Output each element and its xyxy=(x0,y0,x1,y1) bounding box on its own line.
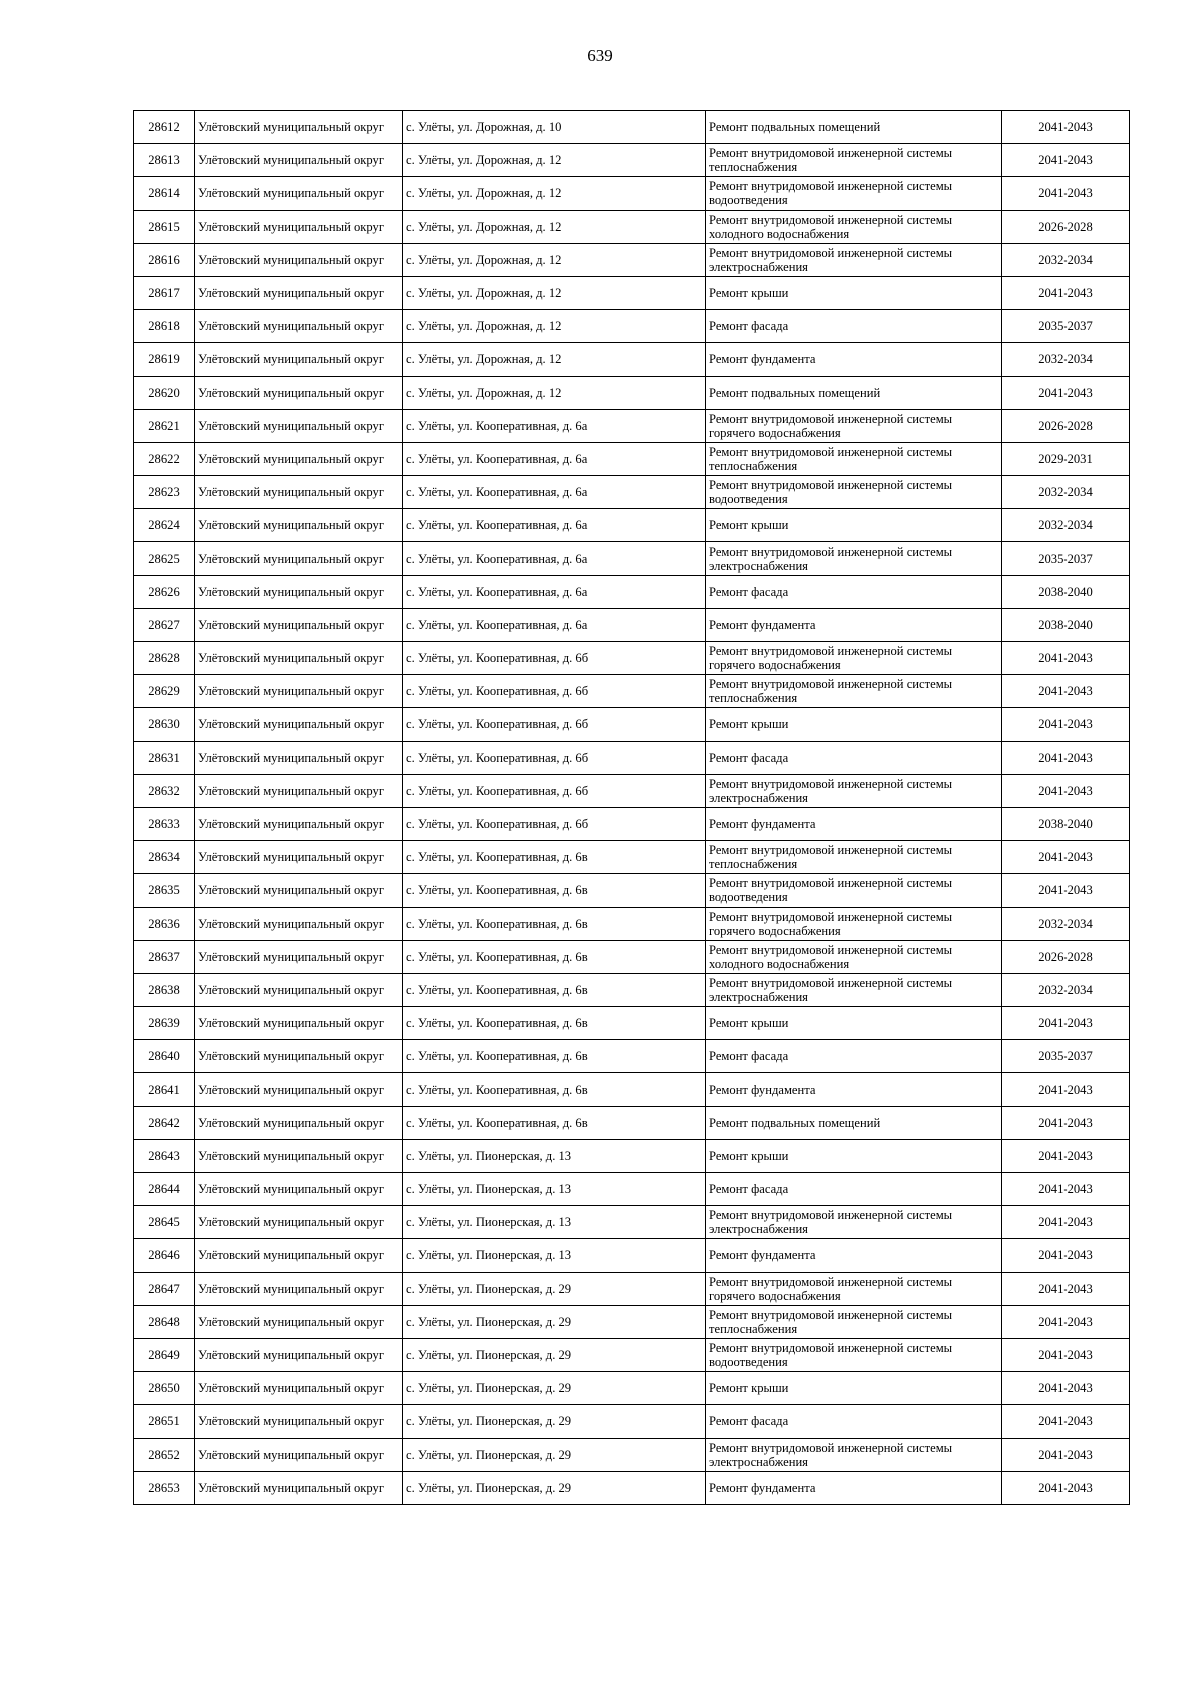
row-number-cell: 28633 xyxy=(134,807,195,840)
period-cell: 2032-2034 xyxy=(1002,509,1130,542)
municipality-cell: Улётовский муниципальный округ xyxy=(195,177,403,210)
row-number-cell: 28618 xyxy=(134,310,195,343)
municipality-cell: Улётовский муниципальный округ xyxy=(195,907,403,940)
municipality-cell: Улётовский муниципальный округ xyxy=(195,310,403,343)
address-cell: с. Улёты, ул. Кооперативная, д. 6в xyxy=(403,1007,706,1040)
municipality-cell: Улётовский муниципальный округ xyxy=(195,1239,403,1272)
row-number-cell: 28649 xyxy=(134,1338,195,1371)
work-type-cell: Ремонт внутридомовой инженерной системы горячего водоснабжения xyxy=(706,1272,1002,1305)
table-row xyxy=(134,608,1130,641)
row-number-cell: 28628 xyxy=(134,642,195,675)
row-number-cell: 28641 xyxy=(134,1073,195,1106)
municipality-cell: Улётовский муниципальный округ xyxy=(195,874,403,907)
address-cell: с. Улёты, ул. Кооперативная, д. 6в xyxy=(403,874,706,907)
work-type-cell: Ремонт фундамента xyxy=(706,807,1002,840)
work-type-cell: Ремонт фасада xyxy=(706,741,1002,774)
table-row xyxy=(134,874,1130,907)
municipality-cell: Улётовский муниципальный округ xyxy=(195,442,403,475)
row-number-cell: 28632 xyxy=(134,774,195,807)
table-row xyxy=(134,343,1130,376)
row-number-cell: 28619 xyxy=(134,343,195,376)
row-number-cell: 28643 xyxy=(134,1139,195,1172)
table-row xyxy=(134,1405,1130,1438)
period-cell: 2041-2043 xyxy=(1002,1239,1130,1272)
work-type-cell: Ремонт крыши xyxy=(706,1139,1002,1172)
row-number-cell: 28626 xyxy=(134,575,195,608)
row-number-cell: 28617 xyxy=(134,276,195,309)
table-row xyxy=(134,111,1130,144)
municipality-cell: Улётовский муниципальный округ xyxy=(195,1305,403,1338)
municipality-cell: Улётовский муниципальный округ xyxy=(195,476,403,509)
row-number-cell: 28642 xyxy=(134,1106,195,1139)
work-type-cell: Ремонт фасада xyxy=(706,1173,1002,1206)
row-number-cell: 28639 xyxy=(134,1007,195,1040)
work-type-cell: Ремонт внутридомовой инженерной системы водоотведения xyxy=(706,1338,1002,1371)
table-row xyxy=(134,1338,1130,1371)
period-cell: 2041-2043 xyxy=(1002,1007,1130,1040)
work-type-cell: Ремонт внутридомовой инженерной системы теплоснабжения xyxy=(706,675,1002,708)
period-cell: 2041-2043 xyxy=(1002,1471,1130,1504)
period-cell: 2029-2031 xyxy=(1002,442,1130,475)
municipality-cell: Улётовский муниципальный округ xyxy=(195,1272,403,1305)
address-cell: с. Улёты, ул. Дорожная, д. 12 xyxy=(403,343,706,376)
table-row xyxy=(134,1438,1130,1471)
address-cell: с. Улёты, ул. Пионерская, д. 29 xyxy=(403,1272,706,1305)
address-cell: с. Улёты, ул. Кооперативная, д. 6в xyxy=(403,940,706,973)
municipality-cell: Улётовский муниципальный округ xyxy=(195,1471,403,1504)
address-cell: с. Улёты, ул. Дорожная, д. 12 xyxy=(403,310,706,343)
table-row xyxy=(134,509,1130,542)
period-cell: 2041-2043 xyxy=(1002,675,1130,708)
address-cell: с. Улёты, ул. Кооперативная, д. 6в xyxy=(403,907,706,940)
table-row xyxy=(134,807,1130,840)
work-type-cell: Ремонт внутридомовой инженерной системы холодного водоснабжения xyxy=(706,210,1002,243)
row-number-cell: 28636 xyxy=(134,907,195,940)
period-cell: 2026-2028 xyxy=(1002,210,1130,243)
table-row xyxy=(134,1305,1130,1338)
period-cell: 2041-2043 xyxy=(1002,642,1130,675)
municipality-cell: Улётовский муниципальный округ xyxy=(195,409,403,442)
row-number-cell: 28623 xyxy=(134,476,195,509)
period-cell: 2038-2040 xyxy=(1002,575,1130,608)
period-cell: 2032-2034 xyxy=(1002,973,1130,1006)
work-type-cell: Ремонт подвальных помещений xyxy=(706,111,1002,144)
municipality-cell: Улётовский муниципальный округ xyxy=(195,841,403,874)
address-cell: с. Улёты, ул. Кооперативная, д. 6б xyxy=(403,741,706,774)
table-row xyxy=(134,1139,1130,1172)
page-number: 639 xyxy=(587,46,613,65)
address-cell: с. Улёты, ул. Пионерская, д. 13 xyxy=(403,1206,706,1239)
table-row xyxy=(134,1372,1130,1405)
row-number-cell: 28640 xyxy=(134,1040,195,1073)
municipality-cell: Улётовский муниципальный округ xyxy=(195,807,403,840)
work-type-cell: Ремонт внутридомовой инженерной системы теплоснабжения xyxy=(706,442,1002,475)
address-cell: с. Улёты, ул. Пионерская, д. 29 xyxy=(403,1405,706,1438)
row-number-cell: 28614 xyxy=(134,177,195,210)
municipality-cell: Улётовский муниципальный округ xyxy=(195,741,403,774)
row-number-cell: 28612 xyxy=(134,111,195,144)
table-row xyxy=(134,940,1130,973)
address-cell: с. Улёты, ул. Пионерская, д. 13 xyxy=(403,1239,706,1272)
municipality-cell: Улётовский муниципальный округ xyxy=(195,111,403,144)
table-body xyxy=(134,111,1130,1505)
period-cell: 2035-2037 xyxy=(1002,310,1130,343)
address-cell: с. Улёты, ул. Кооперативная, д. 6в xyxy=(403,1073,706,1106)
row-number-cell: 28650 xyxy=(134,1372,195,1405)
municipality-cell: Улётовский муниципальный округ xyxy=(195,343,403,376)
address-cell: с. Улёты, ул. Кооперативная, д. 6а xyxy=(403,409,706,442)
row-number-cell: 28616 xyxy=(134,243,195,276)
municipality-cell: Улётовский муниципальный округ xyxy=(195,1007,403,1040)
work-type-cell: Ремонт крыши xyxy=(706,708,1002,741)
table-row xyxy=(134,741,1130,774)
period-cell: 2026-2028 xyxy=(1002,940,1130,973)
work-type-cell: Ремонт фасада xyxy=(706,575,1002,608)
row-number-cell: 28627 xyxy=(134,608,195,641)
address-cell: с. Улёты, ул. Кооперативная, д. 6а xyxy=(403,542,706,575)
municipality-cell: Улётовский муниципальный округ xyxy=(195,509,403,542)
row-number-cell: 28620 xyxy=(134,376,195,409)
work-type-cell: Ремонт внутридомовой инженерной системы водоотведения xyxy=(706,476,1002,509)
municipality-cell: Улётовский муниципальный округ xyxy=(195,1040,403,1073)
period-cell: 2041-2043 xyxy=(1002,774,1130,807)
work-type-cell: Ремонт внутридомовой инженерной системы электроснабжения xyxy=(706,774,1002,807)
work-type-cell: Ремонт внутридомовой инженерной системы водоотведения xyxy=(706,874,1002,907)
work-type-cell: Ремонт внутридомовой инженерной системы горячего водоснабжения xyxy=(706,409,1002,442)
row-number-cell: 28629 xyxy=(134,675,195,708)
work-type-cell: Ремонт внутридомовой инженерной системы электроснабжения xyxy=(706,542,1002,575)
municipality-cell: Улётовский муниципальный округ xyxy=(195,1372,403,1405)
municipality-cell: Улётовский муниципальный округ xyxy=(195,1338,403,1371)
municipality-cell: Улётовский муниципальный округ xyxy=(195,1106,403,1139)
work-type-cell: Ремонт фундамента xyxy=(706,608,1002,641)
table-row xyxy=(134,1272,1130,1305)
table-row xyxy=(134,774,1130,807)
row-number-cell: 28652 xyxy=(134,1438,195,1471)
table-row xyxy=(134,1040,1130,1073)
address-cell: с. Улёты, ул. Кооперативная, д. 6а xyxy=(403,476,706,509)
address-cell: с. Улёты, ул. Пионерская, д. 29 xyxy=(403,1305,706,1338)
table-row xyxy=(134,210,1130,243)
row-number-cell: 28645 xyxy=(134,1206,195,1239)
table-row xyxy=(134,1073,1130,1106)
table-row xyxy=(134,575,1130,608)
work-type-cell: Ремонт крыши xyxy=(706,276,1002,309)
table-row xyxy=(134,177,1130,210)
municipality-cell: Улётовский муниципальный округ xyxy=(195,575,403,608)
work-type-cell: Ремонт фундамента xyxy=(706,1073,1002,1106)
work-type-cell: Ремонт внутридомовой инженерной системы водоотведения xyxy=(706,177,1002,210)
table-row xyxy=(134,276,1130,309)
period-cell: 2032-2034 xyxy=(1002,476,1130,509)
table-row xyxy=(134,542,1130,575)
work-type-cell: Ремонт крыши xyxy=(706,509,1002,542)
row-number-cell: 28647 xyxy=(134,1272,195,1305)
address-cell: с. Улёты, ул. Пионерская, д. 29 xyxy=(403,1372,706,1405)
table-row xyxy=(134,642,1130,675)
address-cell: с. Улёты, ул. Пионерская, д. 13 xyxy=(403,1139,706,1172)
municipality-cell: Улётовский муниципальный округ xyxy=(195,1073,403,1106)
municipality-cell: Улётовский муниципальный округ xyxy=(195,542,403,575)
municipality-cell: Улётовский муниципальный округ xyxy=(195,774,403,807)
address-cell: с. Улёты, ул. Дорожная, д. 12 xyxy=(403,144,706,177)
address-cell: с. Улёты, ул. Пионерская, д. 29 xyxy=(403,1338,706,1371)
work-type-cell: Ремонт внутридомовой инженерной системы электроснабжения xyxy=(706,243,1002,276)
work-type-cell: Ремонт внутридомовой инженерной системы электроснабжения xyxy=(706,1438,1002,1471)
table-row xyxy=(134,1471,1130,1504)
period-cell: 2041-2043 xyxy=(1002,1372,1130,1405)
address-cell: с. Улёты, ул. Кооперативная, д. 6в xyxy=(403,841,706,874)
address-cell: с. Улёты, ул. Дорожная, д. 10 xyxy=(403,111,706,144)
address-cell: с. Улёты, ул. Кооперативная, д. 6б xyxy=(403,675,706,708)
period-cell: 2041-2043 xyxy=(1002,874,1130,907)
row-number-cell: 28653 xyxy=(134,1471,195,1504)
table-row xyxy=(134,1106,1130,1139)
municipality-cell: Улётовский муниципальный округ xyxy=(195,973,403,1006)
row-number-cell: 28634 xyxy=(134,841,195,874)
municipality-cell: Улётовский муниципальный округ xyxy=(195,210,403,243)
municipality-cell: Улётовский муниципальный округ xyxy=(195,376,403,409)
period-cell: 2041-2043 xyxy=(1002,741,1130,774)
work-type-cell: Ремонт внутридомовой инженерной системы горячего водоснабжения xyxy=(706,642,1002,675)
period-cell: 2041-2043 xyxy=(1002,1338,1130,1371)
work-type-cell: Ремонт фундамента xyxy=(706,1471,1002,1504)
table-row xyxy=(134,243,1130,276)
table-row xyxy=(134,376,1130,409)
period-cell: 2041-2043 xyxy=(1002,177,1130,210)
row-number-cell: 28625 xyxy=(134,542,195,575)
period-cell: 2041-2043 xyxy=(1002,708,1130,741)
municipality-cell: Улётовский муниципальный округ xyxy=(195,675,403,708)
row-number-cell: 28624 xyxy=(134,509,195,542)
work-type-cell: Ремонт фасада xyxy=(706,310,1002,343)
address-cell: с. Улёты, ул. Пионерская, д. 29 xyxy=(403,1438,706,1471)
table-row xyxy=(134,1007,1130,1040)
period-cell: 2041-2043 xyxy=(1002,1206,1130,1239)
table-row xyxy=(134,907,1130,940)
address-cell: с. Улёты, ул. Пионерская, д. 13 xyxy=(403,1173,706,1206)
row-number-cell: 28622 xyxy=(134,442,195,475)
work-type-cell: Ремонт фундамента xyxy=(706,343,1002,376)
row-number-cell: 28651 xyxy=(134,1405,195,1438)
period-cell: 2041-2043 xyxy=(1002,1139,1130,1172)
municipality-cell: Улётовский муниципальный округ xyxy=(195,642,403,675)
address-cell: с. Улёты, ул. Кооперативная, д. 6а xyxy=(403,608,706,641)
row-number-cell: 28630 xyxy=(134,708,195,741)
address-cell: с. Улёты, ул. Кооперативная, д. 6б xyxy=(403,708,706,741)
address-cell: с. Улёты, ул. Кооперативная, д. 6а xyxy=(403,575,706,608)
municipality-cell: Улётовский муниципальный округ xyxy=(195,1173,403,1206)
table-row xyxy=(134,409,1130,442)
address-cell: с. Улёты, ул. Дорожная, д. 12 xyxy=(403,210,706,243)
address-cell: с. Улёты, ул. Дорожная, д. 12 xyxy=(403,376,706,409)
municipality-cell: Улётовский муниципальный округ xyxy=(195,708,403,741)
municipality-cell: Улётовский муниципальный округ xyxy=(195,144,403,177)
address-cell: с. Улёты, ул. Кооперативная, д. 6в xyxy=(403,973,706,1006)
period-cell: 2035-2037 xyxy=(1002,542,1130,575)
repair-schedule-table xyxy=(133,110,1130,1505)
municipality-cell: Улётовский муниципальный округ xyxy=(195,243,403,276)
work-type-cell: Ремонт крыши xyxy=(706,1372,1002,1405)
municipality-cell: Улётовский муниципальный округ xyxy=(195,276,403,309)
work-type-cell: Ремонт внутридомовой инженерной системы электроснабжения xyxy=(706,973,1002,1006)
row-number-cell: 28635 xyxy=(134,874,195,907)
work-type-cell: Ремонт крыши xyxy=(706,1007,1002,1040)
table-row xyxy=(134,310,1130,343)
row-number-cell: 28638 xyxy=(134,973,195,1006)
period-cell: 2032-2034 xyxy=(1002,343,1130,376)
work-type-cell: Ремонт внутридомовой инженерной системы электроснабжения xyxy=(706,1206,1002,1239)
period-cell: 2041-2043 xyxy=(1002,1272,1130,1305)
period-cell: 2041-2043 xyxy=(1002,1405,1130,1438)
period-cell: 2041-2043 xyxy=(1002,111,1130,144)
table-row xyxy=(134,841,1130,874)
work-type-cell: Ремонт фасада xyxy=(706,1405,1002,1438)
row-number-cell: 28615 xyxy=(134,210,195,243)
address-cell: с. Улёты, ул. Дорожная, д. 12 xyxy=(403,177,706,210)
municipality-cell: Улётовский муниципальный округ xyxy=(195,1139,403,1172)
work-type-cell: Ремонт подвальных помещений xyxy=(706,1106,1002,1139)
municipality-cell: Улётовский муниципальный округ xyxy=(195,1206,403,1239)
work-type-cell: Ремонт внутридомовой инженерной системы теплоснабжения xyxy=(706,841,1002,874)
period-cell: 2041-2043 xyxy=(1002,1173,1130,1206)
work-type-cell: Ремонт внутридомовой инженерной системы теплоснабжения xyxy=(706,144,1002,177)
period-cell: 2038-2040 xyxy=(1002,608,1130,641)
address-cell: с. Улёты, ул. Кооперативная, д. 6а xyxy=(403,509,706,542)
row-number-cell: 28613 xyxy=(134,144,195,177)
work-type-cell: Ремонт внутридомовой инженерной системы горячего водоснабжения xyxy=(706,907,1002,940)
work-type-cell: Ремонт фундамента xyxy=(706,1239,1002,1272)
work-type-cell: Ремонт внутридомовой инженерной системы теплоснабжения xyxy=(706,1305,1002,1338)
table-row xyxy=(134,675,1130,708)
address-cell: с. Улёты, ул. Пионерская, д. 29 xyxy=(403,1471,706,1504)
municipality-cell: Улётовский муниципальный округ xyxy=(195,1405,403,1438)
period-cell: 2041-2043 xyxy=(1002,1106,1130,1139)
address-cell: с. Улёты, ул. Кооперативная, д. 6в xyxy=(403,1040,706,1073)
address-cell: с. Улёты, ул. Кооперативная, д. 6в xyxy=(403,1106,706,1139)
table-row xyxy=(134,973,1130,1006)
address-cell: с. Улёты, ул. Кооперативная, д. 6б xyxy=(403,642,706,675)
period-cell: 2041-2043 xyxy=(1002,376,1130,409)
table-row xyxy=(134,708,1130,741)
period-cell: 2038-2040 xyxy=(1002,807,1130,840)
period-cell: 2041-2043 xyxy=(1002,1073,1130,1106)
row-number-cell: 28631 xyxy=(134,741,195,774)
period-cell: 2041-2043 xyxy=(1002,144,1130,177)
period-cell: 2026-2028 xyxy=(1002,409,1130,442)
period-cell: 2032-2034 xyxy=(1002,243,1130,276)
period-cell: 2041-2043 xyxy=(1002,1305,1130,1338)
table-row xyxy=(134,442,1130,475)
table-row xyxy=(134,1173,1130,1206)
row-number-cell: 28637 xyxy=(134,940,195,973)
address-cell: с. Улёты, ул. Дорожная, д. 12 xyxy=(403,243,706,276)
row-number-cell: 28648 xyxy=(134,1305,195,1338)
period-cell: 2035-2037 xyxy=(1002,1040,1130,1073)
row-number-cell: 28646 xyxy=(134,1239,195,1272)
period-cell: 2041-2043 xyxy=(1002,841,1130,874)
table-row xyxy=(134,476,1130,509)
work-type-cell: Ремонт подвальных помещений xyxy=(706,376,1002,409)
period-cell: 2032-2034 xyxy=(1002,907,1130,940)
table-row xyxy=(134,1206,1130,1239)
address-cell: с. Улёты, ул. Кооперативная, д. 6б xyxy=(403,774,706,807)
address-cell: с. Улёты, ул. Кооперативная, д. 6а xyxy=(403,442,706,475)
row-number-cell: 28621 xyxy=(134,409,195,442)
period-cell: 2041-2043 xyxy=(1002,276,1130,309)
period-cell: 2041-2043 xyxy=(1002,1438,1130,1471)
table-row xyxy=(134,1239,1130,1272)
address-cell: с. Улёты, ул. Дорожная, д. 12 xyxy=(403,276,706,309)
address-cell: с. Улёты, ул. Кооперативная, д. 6б xyxy=(403,807,706,840)
work-type-cell: Ремонт внутридомовой инженерной системы холодного водоснабжения xyxy=(706,940,1002,973)
municipality-cell: Улётовский муниципальный округ xyxy=(195,1438,403,1471)
work-type-cell: Ремонт фасада xyxy=(706,1040,1002,1073)
row-number-cell: 28644 xyxy=(134,1173,195,1206)
table-row xyxy=(134,144,1130,177)
municipality-cell: Улётовский муниципальный округ xyxy=(195,940,403,973)
municipality-cell: Улётовский муниципальный округ xyxy=(195,608,403,641)
